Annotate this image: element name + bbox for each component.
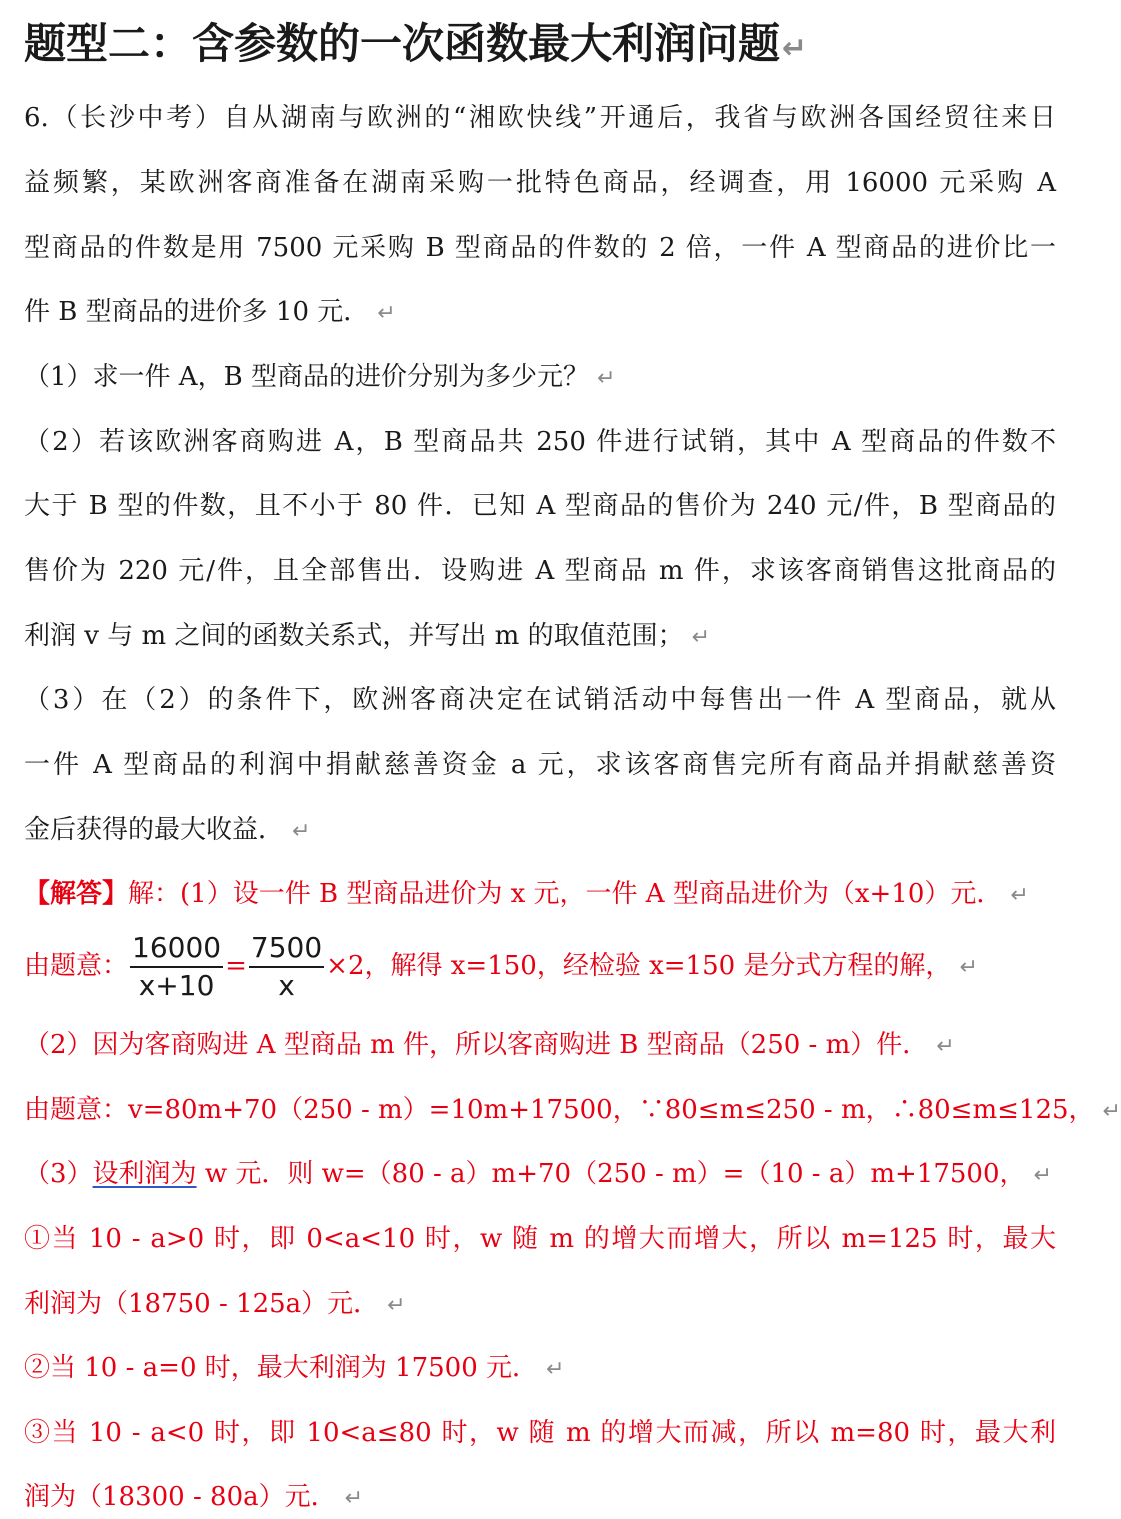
question-2-line-2: 大于 B 型的件数，且不小于 80 件．已知 A 型商品的售价为 240 元/件，B 型商品的 <box>24 491 1056 521</box>
paragraph-mark-icon: ↵ <box>292 819 311 844</box>
paragraph-mark-icon: ↵ <box>1010 883 1029 908</box>
solution-line-5: （3）设利润为 w 元．则 w=（80 - a）m+70（250 - m）=（10 - a）m+17500， ↵ <box>24 1159 1052 1189</box>
fraction-1: $\frac{16000}{x+10}$ <box>132 931 222 1002</box>
solution-line-3: （2）因为客商购进 A 型商品 m 件，所以客商购进 B 型商品（250 - m）件． ↵ <box>24 1030 955 1060</box>
question-2-line-4: 利润 v 与 m 之间的函数关系式，并写出 m 的取值范围； ↵ <box>24 621 711 651</box>
case-2-line: ②当 10 - a=0 时，最大利润为 17500 元． ↵ <box>24 1353 565 1383</box>
paragraph-mark-icon: ↵ <box>596 366 616 391</box>
problem-line-2: 益频繁，某欧洲客商准备在湖南采购一批特色商品，经调查，用 16000 元采购 A <box>24 168 1056 198</box>
question-1: （1）求一件 A，B 型商品的进价分别为多少元？ ↵ <box>24 362 616 392</box>
paragraph-mark-icon: ↵ <box>691 625 711 650</box>
case-3-line-1: ③当 10 - a<0 时，即 10<a≤80 时，w 随 m 的增大而减，所以 m=80 时，最大利 <box>24 1418 1056 1448</box>
solution-line-4: 由题意：v=80m+70（250 - m）=10m+17500，∵80≤m≤250 - m，∴80≤m≤125， ↵ <box>24 1095 1121 1125</box>
problem-line-1: 6.（长沙中考）自从湖南与欧洲的“湘欧快线”开通后，我省与欧洲各国经贸往来日 <box>24 103 1056 133</box>
question-3-line-3: 金后获得的最大收益． ↵ <box>24 815 311 845</box>
paragraph-mark-icon: ↵ <box>1102 1099 1121 1124</box>
page-title: 题型二：含参数的一次函数最大利润问题↵ <box>24 19 808 68</box>
case-3-line-2: 润为（18300 - 80a）元． ↵ <box>24 1482 364 1512</box>
solution-line-2: 由题意： $\frac{16000}{x+10}$ = $\frac{7500}{x}$ ×2，解得 x=150，经检验 x=150 是分式方程的解， ↵ <box>24 931 978 1002</box>
paragraph-mark-icon: ↵ <box>1033 1163 1052 1188</box>
case-1-line-2: 利润为（18750 - 125a）元． ↵ <box>24 1289 406 1319</box>
question-2-line-1: （2）若该欧洲客商购进 A，B 型商品共 250 件进行试销，其中 A 型商品的件数不 <box>24 427 1056 457</box>
solution-line-1: 【解答】解：(1）设一件 B 型商品进价为 x 元，一件 A 型商品进价为（x+10）元． ↵ <box>24 879 1029 909</box>
solution-heading: 【解答】 <box>24 879 129 909</box>
question-3-line-2: 一件 A 型商品的利润中捐献慈善资金 a 元，求该客商售完所有商品并捐献慈善资 <box>24 750 1056 780</box>
question-3-line-1: （3）在（2）的条件下，欧洲客商决定在试销活动中每售出一件 A 型商品，就从 <box>24 685 1056 715</box>
paragraph-mark-icon: ↵ <box>344 1486 364 1511</box>
question-2-line-3: 售价为 220 元/件，且全部售出．设购进 A 型商品 m 件，求该客商销售这批商品的 <box>24 556 1056 586</box>
paragraph-mark-icon: ↵ <box>546 1357 565 1382</box>
underlined-phrase: 设利润为 <box>92 1159 197 1189</box>
paragraph-mark-icon: ↵ <box>377 301 396 326</box>
fraction-2: $\frac{7500}{x}$ <box>250 931 323 1002</box>
case-1-line-1: ①当 10 - a>0 时，即 0<a<10 时，w 随 m 的增大而增大，所以 m=125 时，最大 <box>24 1224 1056 1254</box>
paragraph-mark-icon: ↵ <box>782 31 808 66</box>
problem-line-3: 型商品的件数是用 7500 元采购 B 型商品的件数的 2 倍，一件 A 型商品的进价比一 <box>24 233 1056 263</box>
paragraph-mark-icon: ↵ <box>959 955 978 980</box>
problem-line-4: 件 B 型商品的进价多 10 元． ↵ <box>24 297 396 327</box>
paragraph-mark-icon: ↵ <box>936 1034 955 1059</box>
paragraph-mark-icon: ↵ <box>387 1293 406 1318</box>
